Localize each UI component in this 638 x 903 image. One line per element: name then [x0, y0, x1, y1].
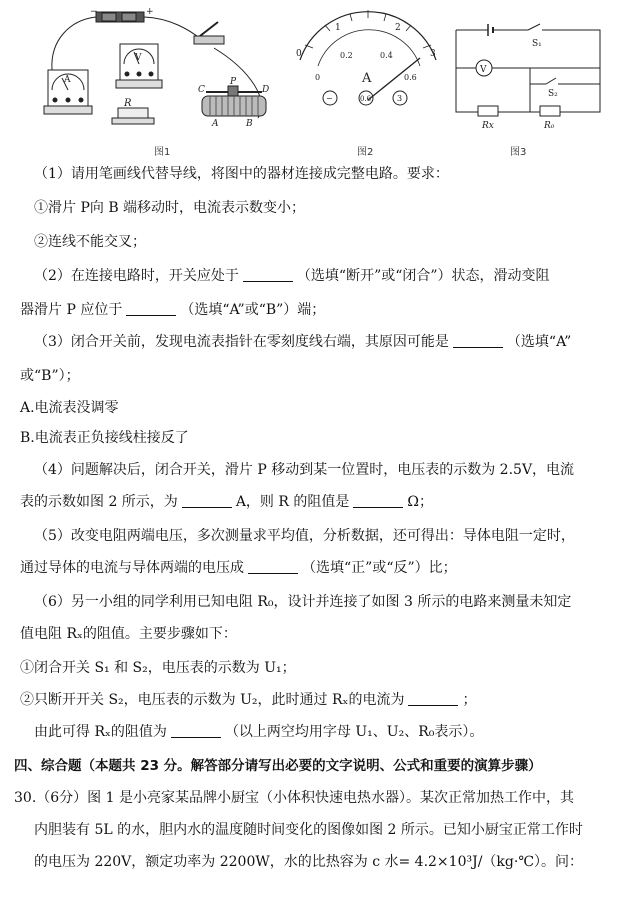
q6-result-text-b: （以上两空均用字母 U₁、U₂、R₀表示）。 — [224, 724, 484, 740]
q-line-7: 或“B”）； — [20, 368, 80, 384]
q-line-2: ①滑片 P向 B 端移动时，电流表示数变小； — [34, 200, 306, 216]
q2-slider-text-b: （选填“A”或“B”）端； — [180, 302, 326, 318]
q-line-15: 值电阻 Rₓ的阻值。主要步骤如下： — [20, 626, 237, 642]
answer-blank-switch-state[interactable] — [243, 267, 293, 282]
q4-text-c: Ω； — [407, 494, 433, 510]
q30-line-3: 的电压为 220V，额定功率为 2200W，水的比热容为 c 水= 4.2×10³J/（kg·℃）。问： — [34, 854, 583, 870]
resistor-R-label: R — [124, 98, 132, 109]
rheostat-A-label: A — [212, 119, 219, 129]
dial-bottom-04: 0.4 — [380, 51, 393, 60]
q-line-10: （4）问题解决后，闭合开关，滑片 P 移动到某一位置时，电压表的示数为 2.5V，电流 — [34, 462, 575, 478]
q-line-13 — [20, 558, 457, 578]
battery-plus-label: + — [146, 7, 154, 17]
q4-text-b: A，则 R 的阻值是 — [235, 494, 350, 510]
q2-slider-text-a: 器滑片 P 应位于 — [20, 302, 123, 318]
dial-bottom-0: 0 — [315, 73, 321, 82]
rheostat-B-label: B — [246, 119, 253, 129]
answer-blank-resistance[interactable] — [353, 493, 403, 508]
rheostat-P-label: P — [230, 77, 237, 87]
q2-text-b: （选填“断开”或“闭合”）状态，滑动变阻 — [296, 268, 550, 284]
q3-text-b: （选填“A” — [506, 334, 572, 350]
dial-bottom-02: 0.2 — [340, 51, 353, 60]
q5-text-b: （选填“正”或“反”）比； — [302, 560, 457, 576]
dial-top-2: 2 — [395, 23, 401, 33]
figures-area — [0, 0, 638, 160]
ammeter-label: A — [64, 75, 71, 85]
q-line-4 — [34, 266, 550, 286]
answer-blank-slider-end[interactable] — [126, 301, 176, 316]
figure2-ammeter-dial — [296, 10, 436, 105]
q30-line-1: 30.（6分）图 1 是小亮家某品牌小厨宝（小体积快速电热水器）。某次正常加热工作中，其 — [14, 790, 574, 806]
q-line-14: （6）另一小组的同学利用已知电阻 R₀，设计并连接了如图 3 所示的电路来测量未知定 — [34, 594, 572, 610]
battery-minus-label: − — [90, 7, 98, 17]
dial-top-0: 0 — [296, 49, 302, 59]
q3-text-a: （3）闭合开关前，发现电流表指针在零刻度线右端，其原因可能是 — [34, 334, 449, 350]
answer-blank-current[interactable] — [182, 493, 232, 508]
answer-blank-reason[interactable] — [453, 333, 503, 348]
fig3-R0-label: R₀ — [544, 121, 555, 131]
q-line-12: （5）改变电阻两端电压，多次测量求平均值，分析数据，还可得出：导体电阻一定时， — [34, 528, 575, 544]
q-option-B: B.电流表正负接线柱接反了 — [20, 430, 189, 446]
dial-bottom-06: 0.6 — [404, 73, 417, 82]
figure3-caption: 图3 — [510, 147, 527, 158]
q-line-18 — [34, 722, 483, 742]
q-line-3: ②连线不能交叉； — [34, 234, 146, 250]
q2-text-a: （2）在连接电路时，开关应处于 — [34, 268, 239, 284]
q-line-6 — [34, 332, 571, 352]
q6-step2-text-a: ②只断开开关 S₂，电压表的示数为 U₂，此时通过 Rₓ的电流为 — [20, 692, 405, 708]
q4-text-a: 表的示数如图 2 所示，为 — [20, 494, 178, 510]
figure1-circuit-apparatus — [44, 7, 269, 129]
figure2-caption: 图2 — [357, 147, 374, 158]
q-line-1: （1）请用笔画线代替导线，将图中的器材连接成完整电路。要求： — [34, 166, 449, 182]
fig3-S2-label: S₂ — [548, 89, 558, 99]
section-heading: 四、综合题（本题共 23 分。解答部分请写出必要的文字说明、公式和重要的演算步骤） — [14, 758, 542, 774]
figure3-circuit-diagram — [456, 24, 600, 131]
answer-blank-rx-current[interactable] — [408, 691, 458, 706]
q-step-2 — [20, 690, 476, 710]
q-line-11 — [20, 492, 433, 512]
fig3-Rx-label: Rx — [482, 121, 494, 131]
q6-result-text-a: 由此可得 Rₓ的阻值为 — [34, 724, 167, 740]
fig3-S1-label: S₁ — [532, 39, 542, 49]
dial-terminal-minus: − — [326, 94, 333, 103]
dial-terminal-3: 3 — [397, 94, 403, 103]
dial-top-1: 1 — [335, 23, 341, 33]
q6-step2-text-b: ； — [462, 692, 477, 708]
answer-blank-rx-value[interactable] — [171, 723, 221, 738]
rheostat-C-label: C — [198, 85, 205, 95]
voltmeter-label: V — [135, 53, 142, 63]
q5-text-a: 通过导体的电流与导体两端的电压成 — [20, 560, 244, 576]
rheostat-D-label: D — [262, 85, 270, 95]
dial-unit-label: A — [362, 71, 372, 86]
dial-top-3: 3 — [430, 49, 436, 59]
q-line-5 — [20, 300, 325, 320]
q-step-1: ①闭合开关 S₁ 和 S₂，电压表的示数为 U₁； — [20, 660, 296, 676]
figure1-caption: 图1 — [154, 147, 171, 158]
answer-blank-proportion[interactable] — [248, 559, 298, 574]
dial-terminal-06: 0.6 — [360, 95, 372, 103]
fig3-voltmeter-label: V — [480, 65, 487, 75]
q-option-A: A.电流表没调零 — [20, 400, 119, 416]
q30-line-2: 内胆装有 5L 的水，胆内水的温度随时间变化的图像如图 2 所示。已知小厨宝正常工作时 — [34, 822, 583, 838]
